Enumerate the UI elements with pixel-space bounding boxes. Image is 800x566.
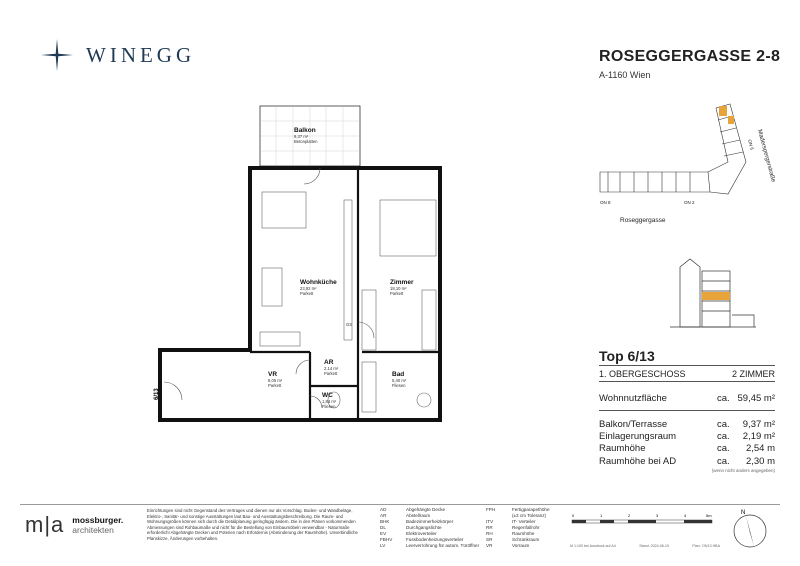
floor-plan <box>150 100 450 430</box>
street-bottom-label: Roseggergasse <box>620 217 666 224</box>
legend-text: Abstellraum <box>406 513 431 518</box>
entrance-label: ON 8 <box>600 200 611 205</box>
room-name: Wohnküche <box>300 279 337 286</box>
stat-ca: ca. <box>717 443 730 454</box>
scale-tick: 5m <box>706 513 712 518</box>
room-name: Bad <box>392 371 405 378</box>
room-floor: Betonplatten <box>294 139 318 144</box>
stat-label: Balkon/Terrasse <box>599 419 668 430</box>
legend-text: Schrankraum <box>512 537 540 542</box>
room-name: VR <box>268 371 278 378</box>
stat-ca: ca. <box>717 431 730 442</box>
stat-label: Einlagerungsraum <box>599 431 677 442</box>
legend-text: Regenfallrohr <box>512 525 540 530</box>
entry-label: 6/13 <box>154 388 160 400</box>
legend-column <box>486 507 550 549</box>
north-label: N <box>741 510 746 516</box>
room-area: 1,84 m² <box>322 399 337 404</box>
divider <box>599 365 775 366</box>
dining-table <box>262 268 282 306</box>
room-floor: Parkett <box>300 291 314 296</box>
room-name: AR <box>324 359 334 366</box>
scale-bar <box>570 512 718 528</box>
legend-text: (±3 cm Toleranz) <box>512 513 547 518</box>
stat-label: Wohnnutzfläche <box>599 393 667 404</box>
legend-text: Elektroverteiler <box>406 531 437 536</box>
room-name: Zimmer <box>390 279 414 286</box>
city-label: A-1160 Wien <box>599 70 651 80</box>
stat-ca: ca. <box>717 456 730 467</box>
legend-code: ITV <box>486 519 494 524</box>
floor-label: 1. OBERGESCHOSS <box>599 369 686 379</box>
stat-row <box>599 443 775 455</box>
disclaimer: Einrichtungen sind nicht Gegenstand des Vertrages und dienen nur als Vorschlag. Boden- und Wandbeläge, Elektro-, Sanitär- und sonstige Ausstattungen laut Bau- und Ausstattungsbeschreibung. Die Raum- und Wohnungsgrößen können sich durch die Detailplanung geringfügig ändern. Die in den Plänen vorkommenden Abmessungen sind Rohbaumaße und nicht für die Bestellung von Einbaumöbeln verwendbar - Naturmaße erforderlich! Abgehängte Decken und Poterien nach Erfordernis (Abminderung der Raumhöhe). Unverbindliche Planskizze, Änderungen vorbehalten. <box>147 508 358 541</box>
legend-text: Vorraum <box>512 543 530 548</box>
room-floor: Fliesen <box>392 383 406 388</box>
room-floor: Parkett <box>324 371 338 376</box>
stat-value: 9,37 m² <box>742 419 775 430</box>
legend-code: RH <box>486 531 493 536</box>
stat-value: 2,30 m <box>745 456 775 467</box>
footer-divider <box>20 504 780 505</box>
legend-code: BHK <box>380 519 390 524</box>
star-compass-icon <box>40 38 74 72</box>
legend-code: VR <box>486 543 493 548</box>
scale-tick: 0 <box>572 513 575 518</box>
washing-machine <box>417 393 431 407</box>
divider <box>599 410 775 411</box>
stat-value: 2,54 m <box>745 443 775 454</box>
bathtub <box>362 362 376 412</box>
legend-text: Raumhöhe <box>512 531 535 536</box>
room-area: 18,10 m² <box>390 286 407 291</box>
gs-label: GS <box>346 322 353 327</box>
unit-highlight <box>719 106 727 116</box>
scale-note: M 1:100 bei Ausdruck auf A4 <box>570 544 616 548</box>
street-right-label: Maderspergerstraße <box>756 128 776 184</box>
stat-row <box>599 431 775 443</box>
logo-name: mossburger. <box>72 515 124 525</box>
legend-text: Fertigparapethöhe <box>512 507 550 512</box>
bed <box>380 200 436 256</box>
entrance-label: ON 2 <box>684 200 695 205</box>
room-area: 2,14 m² <box>324 366 339 371</box>
room-area: 5,40 m² <box>392 378 407 383</box>
legend-text: Durchgangslichte <box>406 525 442 530</box>
legend-text: IT- Verteiler <box>512 519 536 524</box>
scale-tick: 1 <box>600 513 603 518</box>
room-floor: Parkett <box>390 291 404 296</box>
brand-name: WINEGG <box>86 42 196 67</box>
scale-tick: 2 <box>628 513 631 518</box>
scale-tick: 4 <box>684 513 687 518</box>
legend-text: Fussbodenheizungsverteiler <box>406 537 464 542</box>
unit-title: Top 6/13 <box>599 348 655 364</box>
stat-row <box>599 419 775 431</box>
room-name: Balkon <box>294 127 316 134</box>
scale-tick: 3 <box>656 513 659 518</box>
street-title: ROSEGGERGASSE 2-8 <box>599 48 781 65</box>
unit-highlight <box>728 116 734 124</box>
legend-code: LV <box>380 543 386 548</box>
legend-code: FPH <box>486 507 496 512</box>
logo-mark: m|a <box>25 512 65 537</box>
plan-meta <box>570 544 720 548</box>
legend-code: SR <box>486 537 493 542</box>
north-arrow-icon <box>728 506 773 551</box>
legend-code: RR <box>486 525 493 530</box>
wardrobe <box>362 290 376 350</box>
entrance-label: ON 6 <box>747 138 755 151</box>
plan-number: Plan: 7/6/13 HBA <box>692 544 720 548</box>
legend-code: AR <box>380 513 387 518</box>
wardrobe <box>422 290 436 350</box>
plan-date: Stand: 2024-06-19 <box>639 544 669 548</box>
sofa <box>262 192 306 228</box>
kitchen-counter <box>344 200 352 340</box>
site-minimap <box>598 100 776 230</box>
room-area: 9,37 m² <box>294 134 309 139</box>
height-note: (wenn nicht anders angegeben) <box>711 468 775 473</box>
legend-text: Badezimmerheizkörper <box>406 519 454 524</box>
legend-text: Abgehängte Decke <box>406 507 446 512</box>
room-count: 2 ZIMMER <box>731 369 775 379</box>
legend-code: AD <box>380 507 387 512</box>
legend-column <box>380 507 479 549</box>
stat-value: 2,19 m² <box>742 431 775 442</box>
stat-row <box>599 393 775 405</box>
legend-text: Leerverrohrung für autom. Türöffner <box>406 543 480 548</box>
room-area: 23,92 m² <box>300 286 317 291</box>
floor-highlight <box>702 292 730 300</box>
legend-code: DL <box>380 525 386 530</box>
brand <box>40 38 195 72</box>
stat-ca: ca. <box>717 419 730 430</box>
legend-code: EV <box>380 531 387 536</box>
architect-logo <box>25 512 123 538</box>
stat-value: 59,45 m² <box>737 393 775 404</box>
divider <box>599 381 775 382</box>
room-area: 8,05 m² <box>268 378 283 383</box>
stat-row <box>599 456 775 468</box>
legend-code: FBHV <box>380 537 393 542</box>
stat-label: Raumhöhe <box>599 443 646 454</box>
logo-subtitle: architekten <box>72 525 114 535</box>
kitchen-cabinet <box>260 332 300 346</box>
stat-ca: ca. <box>717 393 730 404</box>
room-floor: Fliesen <box>322 404 336 409</box>
room-floor: Parkett <box>268 383 282 388</box>
building-section <box>668 255 758 335</box>
room-name: WC <box>322 392 333 399</box>
furniture <box>260 192 436 412</box>
stat-label: Raumhöhe bei AD <box>599 456 677 467</box>
